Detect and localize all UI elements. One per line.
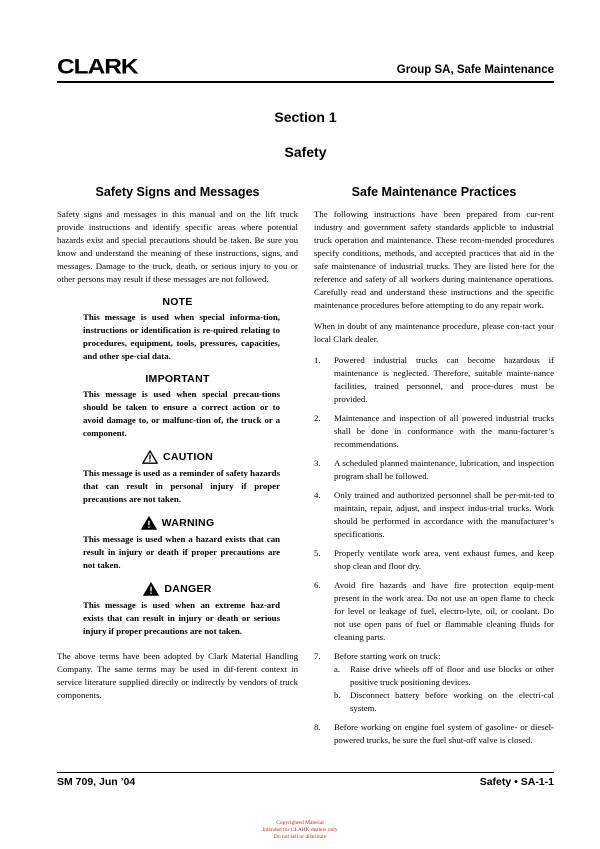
two-column-body — [57, 185, 554, 753]
list-item-text: Avoid fire hazards and have fire protection equip-ment present in the work area. Do not use an open flame to check for level or leakage of fuel, electro-lyte, oil, or coolant. Do not use open pans of fuel or flammable cleaning fluids for cleaning parts. — [334, 580, 554, 642]
section-title: Section 1 — [274, 109, 337, 125]
sub-item-text: Disconnect battery before working on the electri-cal system. — [350, 690, 554, 713]
copyright-notice-line: Copyrighted Material — [276, 820, 324, 826]
caution-message — [57, 450, 298, 506]
list-item — [314, 489, 554, 541]
page-header — [57, 54, 554, 78]
list-item-number: 7. — [314, 651, 321, 661]
danger-label: DANGER — [164, 583, 212, 595]
sub-list-item — [334, 689, 554, 715]
copyright-notice-line: Do not sell or distribute — [273, 834, 327, 840]
list-item-text: Maintenance and inspection of all powered industrial trucks shall be done in conformance with the manu-facturer’s recommendations. — [334, 413, 554, 449]
danger-label-row — [57, 582, 298, 596]
right-column — [314, 185, 554, 753]
caution-label: CAUTION — [163, 451, 213, 463]
list-item-text: A scheduled planned maintenance, lubrication, and inspection program shall be followed. — [334, 458, 554, 481]
warning-triangle-filled-icon — [141, 516, 157, 530]
danger-body: This message is used when an extreme haz-ard exists that can result in injury or death or serious injury if proper precautions are not taken. — [83, 600, 280, 636]
left-intro-paragraph: Safety signs and messages in this manual and on the lift truck provide instructions and identify specific areas where potential hazards exist and special precautions should be taken. Be sure you know and understand the meaning of these instructions, signs, and messages. Damage to the truck, death, or serious injury to you or other persons may result if these messages are not followed. — [57, 209, 298, 284]
note-message — [57, 296, 298, 363]
list-item-number: 6. — [314, 580, 321, 590]
list-item-number: 3. — [314, 458, 321, 468]
list-item-number: 5. — [314, 548, 321, 558]
right-column-heading: Safe Maintenance Practices — [351, 185, 517, 199]
note-body: This message is used when special informa-tion, instructions or identification is re-quired relating to procedures, equipment, tools, pressures, capacities, and other spe-cial data. — [83, 312, 280, 361]
danger-message — [57, 582, 298, 638]
note-label-row — [57, 296, 298, 308]
footer-text-row — [57, 776, 554, 788]
sub-item-letter: a. — [334, 664, 341, 674]
page-content — [57, 0, 554, 753]
copyright-notice-line: Intended for CLARK dealers only — [262, 827, 338, 833]
list-item-text: Only trained and authorized personnel shall be per-mit-ted to maintain, repair, adjust, and inspect indus-trial trucks. Work should be performed in accordance with the manufacturer’s specifications. — [334, 490, 554, 539]
left-closing-paragraph: The above terms have been adopted by Clark Material Handling Company. The same terms may be used in dif-ferent context in service literature supplied directly or indirectly by vendors of truck components. — [57, 651, 298, 700]
list-item — [314, 721, 554, 747]
list-item — [314, 547, 554, 573]
important-label-row — [57, 373, 298, 385]
footer-page-number: Safety • SA-1-1 — [479, 776, 554, 788]
list-item-text: Powered industrial trucks can become hazardous if maintenance is neglected. Therefore, suitable mainte-nance facilities, trained personnel, and proce-dures must be provided. — [334, 355, 554, 404]
caution-triangle-outline-icon — [142, 450, 158, 464]
footer-rule — [57, 772, 554, 773]
left-column — [57, 185, 298, 753]
list-item-number: 4. — [314, 490, 321, 500]
warning-message — [57, 516, 298, 572]
header-rule — [57, 81, 554, 83]
list-item — [314, 579, 554, 644]
important-label: IMPORTANT — [145, 373, 210, 385]
important-message — [57, 373, 298, 440]
list-item — [314, 354, 554, 406]
maintenance-practices-list — [314, 354, 554, 747]
list-item — [314, 457, 554, 483]
list-item-lead: Before starting work on truck: — [334, 651, 441, 661]
warning-body: This message is used when a hazard exists that can result in injury or death if proper precautions are not taken. — [83, 534, 280, 570]
note-label: NOTE — [162, 296, 193, 308]
caution-label-row — [57, 450, 298, 464]
list-item-number: 2. — [314, 413, 321, 423]
list-item-number: 1. — [314, 355, 321, 365]
group-title: Group SA, Safe Maintenance — [396, 63, 554, 76]
warning-label-row — [57, 516, 298, 530]
footer-doc-number: SM 709, Jun ’04 — [57, 776, 136, 788]
list-item — [314, 412, 554, 451]
list-item-text: Properly ventilate work area, vent exhaust fumes, and keep shop clean and floor dry. — [334, 548, 554, 571]
sub-item-text: Raise drive wheels off of floor and use blocks or other positive truck positioning devices. — [350, 664, 554, 687]
copyright-notice — [0, 820, 600, 841]
list-item — [314, 650, 554, 715]
sub-item-letter: b. — [334, 690, 341, 700]
clark-logo: CLARK — [57, 54, 138, 79]
sub-list-item — [334, 663, 554, 689]
list-item-text: Before working on engine fuel system of gasoline- or diesel-powered trucks, be sure the fuel shut-off valve is closed. — [334, 722, 554, 745]
important-body: This message is used when special precau-tions should be taken to ensure a correct action or to avoid damage to, or malfunc-tion of, the truck or a component. — [83, 389, 280, 438]
left-column-heading: Safety Signs and Messages — [95, 185, 260, 199]
page-footer — [57, 772, 554, 788]
section-subtitle: Safety — [284, 144, 327, 160]
right-paragraph-2: When in doubt of any maintenance procedure, please con-tact your local Clark dealer. — [314, 321, 554, 344]
list-item-text — [334, 650, 554, 715]
warning-label: WARNING — [161, 517, 215, 529]
list-item-number: 8. — [314, 722, 321, 732]
danger-triangle-filled-icon — [143, 582, 159, 596]
caution-body: This message is used as a reminder of safety hazards that can result in personal injury if proper precautions are not taken. — [83, 468, 280, 504]
right-paragraph-1: The following instructions have been prepared from cur-rent industry and government safety standards applicble to industrial truck operation and maintenance. These recom-mended procedures specify conditions, methods, and accepted practices that aid in the safe maintenance of industrial trucks. They are listed here for the reference and safety of all workers during maintenance operations. Carefully read and understand these instructions and the specific maintenance procedures before attempting to do any repair work. — [314, 209, 554, 310]
